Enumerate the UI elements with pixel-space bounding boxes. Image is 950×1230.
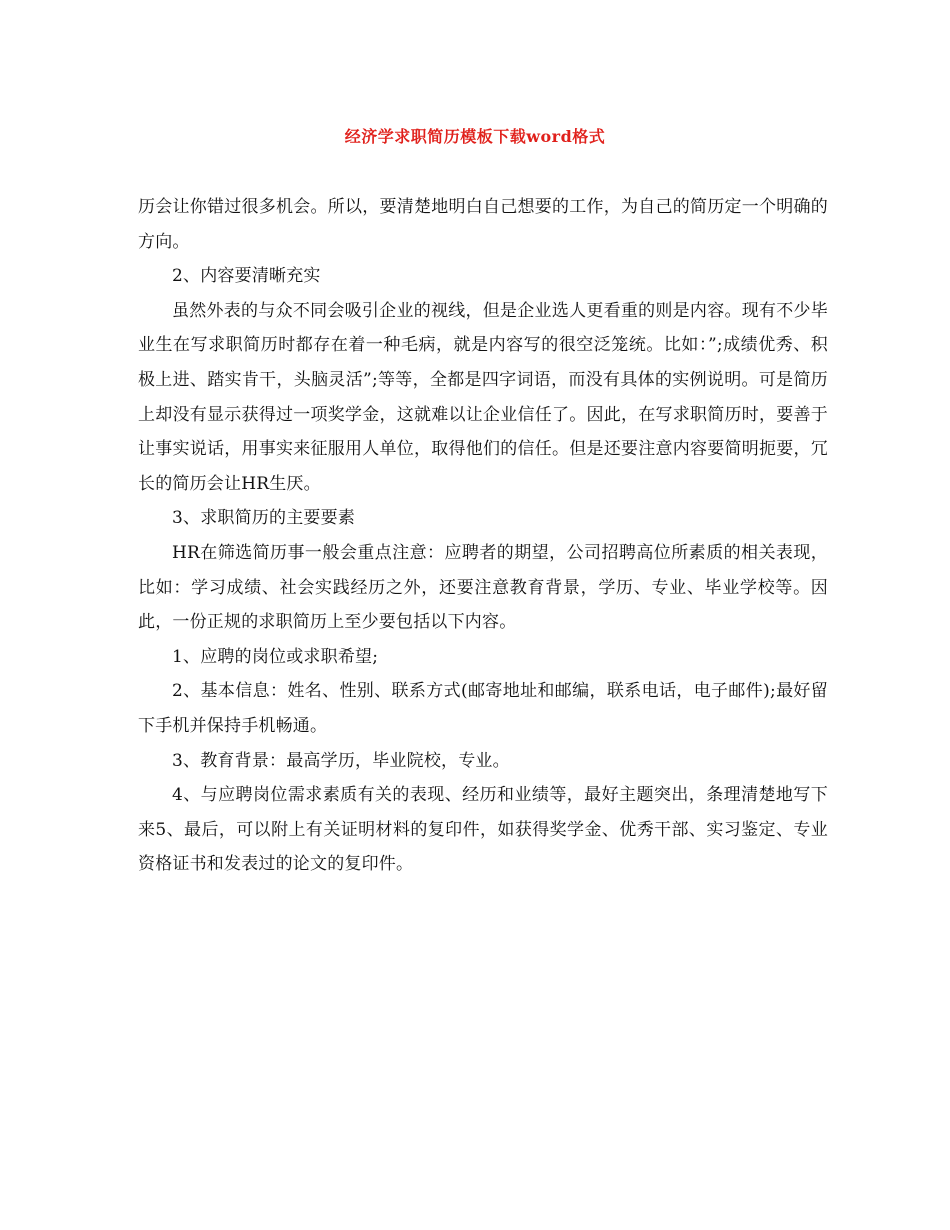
- list-item: 1、应聘的岗位或求职希望;: [172, 646, 379, 667]
- paragraph: 历会让你错过很多机会。所以，要清楚地明白自己想要的工作，为自己的简历定一个明确的方向。: [138, 197, 828, 252]
- document-title: 经济学求职简历模板下载word格式: [344, 127, 606, 146]
- document-body: [138, 190, 828, 882]
- section-heading: 2、内容要清晰充实: [172, 266, 321, 287]
- section-heading: 3、求职简历的主要要素: [172, 508, 356, 529]
- list-item: 2、基本信息：姓名、性别、联系方式(邮寄地址和邮编，联系电话，电子邮件);最好留下手机并保持手机畅通。: [138, 681, 828, 736]
- paragraph: HR在筛选简历事一般会重点注意：应聘者的期望，公司招聘高位所素质的相关表现，比如：学习成绩、社会实践经历之外，还要注意教育背景，学历、专业、毕业学校等。因此，一份正规的求职简历上至少要包括以下内容。: [138, 542, 828, 633]
- paragraph: 虽然外表的与众不同会吸引企业的视线，但是企业选人更看重的则是内容。现有不少毕业生在写求职简历时都存在着一种毛病，就是内容写的很空泛笼统。比如：”;成绩优秀、积极上进、踏实肯干，头脑灵活”;等等，全都是四字词语，而没有具体的实例说明。可是简历上却没有显示获得过一项奖学金，这就难以让企业信任了。因此，在写求职简历时，要善于让事实说话，用事实来征服用人单位，取得他们的信任。但是还要注意内容要简明扼要，冗长的简历会让HR生厌。: [138, 300, 828, 494]
- list-item: 4、与应聘岗位需求素质有关的表现、经历和业绩等，最好主题突出，条理清楚地写下来5、最后，可以附上有关证明材料的复印件，如获得奖学金、优秀干部、实习鉴定、专业资格证书和发表过的论文的复印件。: [138, 785, 828, 875]
- list-item: 3、教育背景：最高学历，毕业院校，专业。: [172, 750, 510, 771]
